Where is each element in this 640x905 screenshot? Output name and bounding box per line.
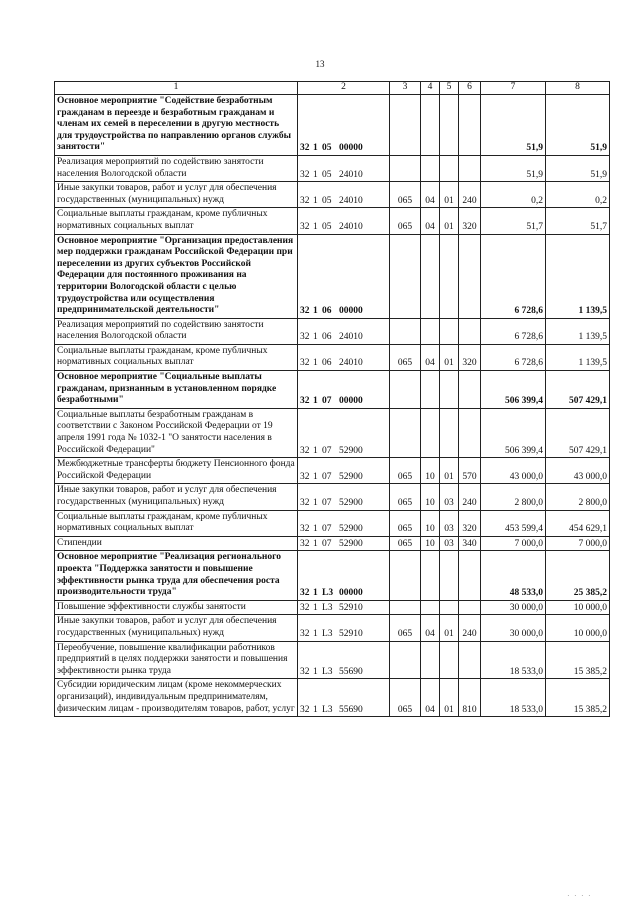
header-cell: 8 xyxy=(546,82,610,95)
pr-cell xyxy=(440,95,459,156)
amount-col8-cell: 15 385,2 xyxy=(546,679,610,717)
pr-cell: 01 xyxy=(440,182,459,208)
item-name-cell: Реализация мероприятий по содействию занятости населения Вологодской области xyxy=(55,155,298,181)
amount-col7-cell: 30 000,0 xyxy=(481,600,546,615)
kvr-cell: 065 xyxy=(390,458,421,484)
rz-cell: 10 xyxy=(421,510,440,536)
budget-code-cell xyxy=(298,95,390,156)
kvr-cell xyxy=(390,234,421,318)
code-part: 24010 xyxy=(339,195,363,206)
amount-col7-cell: 6 728,6 xyxy=(481,318,546,344)
item-name-cell: Повышение эффективности службы занятости xyxy=(55,600,298,615)
code-part: 55690 xyxy=(339,704,363,715)
pr-cell xyxy=(440,234,459,318)
item-name-cell: Основное мероприятие "Организация предоставления мер поддержки гражданам Российской Федерации при переселении из других субъектов Российской Федерации для постоянного проживания на территории Вологодской области с целью трудоустройства или осуществления предпринимательской деятельности" xyxy=(55,234,298,318)
kvr-cell: 065 xyxy=(390,510,421,536)
rz-cell xyxy=(421,155,440,181)
code-part: 1 xyxy=(313,143,318,154)
table-row xyxy=(55,318,610,344)
amount-col8-cell: 43 000,0 xyxy=(546,458,610,484)
rz-cell xyxy=(421,95,440,156)
code-part: 32 xyxy=(300,471,310,482)
code-part: 1 xyxy=(313,602,318,613)
code-part: 55690 xyxy=(339,666,363,677)
code-part: 1 xyxy=(313,332,318,343)
budget-code-cell xyxy=(298,234,390,318)
rz-cell: 04 xyxy=(421,344,440,370)
code-part: 06 xyxy=(322,332,332,343)
code-part: 05 xyxy=(322,169,332,180)
code-part: L3 xyxy=(322,666,333,677)
table-row xyxy=(55,458,610,484)
code-part: 32 xyxy=(300,538,310,549)
amount-col7-cell: 0,2 xyxy=(481,182,546,208)
amount-col8-cell: 1 139,5 xyxy=(546,344,610,370)
budget-code-cell xyxy=(298,344,390,370)
pr-cell xyxy=(440,155,459,181)
table-row xyxy=(55,510,610,536)
pr-cell: 01 xyxy=(440,458,459,484)
amount-col7-cell: 506 399,4 xyxy=(481,408,546,457)
amount-col8-cell: 51,9 xyxy=(546,155,610,181)
table-row-main-event xyxy=(55,95,610,156)
item-name-cell: Реализация мероприятий по содействию занятости населения Вологодской области xyxy=(55,318,298,344)
amount-col8-cell: 0,2 xyxy=(546,182,610,208)
table-row xyxy=(55,536,610,551)
code-part: 1 xyxy=(313,195,318,206)
table-row xyxy=(55,615,610,641)
amount-col7-cell: 51,9 xyxy=(481,155,546,181)
amount-col7-cell: 51,7 xyxy=(481,208,546,234)
code-part: L3 xyxy=(322,602,333,613)
budget-code-cell xyxy=(298,536,390,551)
table-row xyxy=(55,155,610,181)
item-name-cell: Стипендии xyxy=(55,536,298,551)
code-part: 32 xyxy=(300,524,310,535)
code-part: 32 xyxy=(300,588,310,599)
rz-cell: 04 xyxy=(421,208,440,234)
code-part: L3 xyxy=(322,704,333,715)
code-part: 00000 xyxy=(339,143,363,154)
amount-col7-cell: 453 599,4 xyxy=(481,510,546,536)
amount-col7-cell: 48 533,0 xyxy=(481,551,546,600)
budget-code-cell xyxy=(298,484,390,510)
amount-col8-cell: 15 385,2 xyxy=(546,641,610,679)
code-part: 07 xyxy=(322,445,332,456)
kosgu-cell xyxy=(459,641,481,679)
code-part: 32 xyxy=(300,704,310,715)
table-row-main-event xyxy=(55,371,610,409)
code-part: 07 xyxy=(322,538,332,549)
kosgu-cell xyxy=(459,95,481,156)
budget-code-cell xyxy=(298,510,390,536)
amount-col8-cell: 507 429,1 xyxy=(546,371,610,409)
table-row xyxy=(55,408,610,457)
table-row xyxy=(55,484,610,510)
amount-col8-cell: 507 429,1 xyxy=(546,408,610,457)
code-part: 32 xyxy=(300,332,310,343)
rz-cell: 04 xyxy=(421,679,440,717)
kvr-cell xyxy=(390,551,421,600)
code-part: L3 xyxy=(322,628,333,639)
code-part: 32 xyxy=(300,306,310,317)
code-part: 06 xyxy=(322,306,332,317)
rz-cell: 10 xyxy=(421,536,440,551)
amount-col8-cell: 1 139,5 xyxy=(546,234,610,318)
amount-col7-cell: 51,9 xyxy=(481,95,546,156)
item-name-cell: Основное мероприятие "Реализация регионального проекта "Поддержка занятости и повышение эффективности рынка труда для обеспечения роста производительности труда" xyxy=(55,551,298,600)
code-part: 07 xyxy=(322,498,332,508)
pr-cell: 01 xyxy=(440,208,459,234)
code-part: 52900 xyxy=(339,445,363,456)
item-name-cell: Основное мероприятие "Содействие безработным гражданам в переезде и безработным гражданам и членам их семей в переселении в другую местность для трудоустройства по направлению органов службы занятости" xyxy=(55,95,298,156)
code-part: 05 xyxy=(322,221,332,232)
kosgu-cell xyxy=(459,318,481,344)
rz-cell: 04 xyxy=(421,615,440,641)
amount-col8-cell: 51,7 xyxy=(546,208,610,234)
code-part: L3 xyxy=(322,588,334,599)
amount-col7-cell: 6 728,6 xyxy=(481,344,546,370)
item-name-cell: Социальные выплаты гражданам, кроме публичных нормативных социальных выплат xyxy=(55,208,298,234)
rz-cell xyxy=(421,371,440,409)
code-part: 24010 xyxy=(339,169,363,180)
table-row xyxy=(55,344,610,370)
code-part: 06 xyxy=(322,358,332,369)
kosgu-cell: 320 xyxy=(459,344,481,370)
budget-code-cell xyxy=(298,408,390,457)
table-row xyxy=(55,182,610,208)
item-name-cell: Иные закупки товаров, работ и услуг для обеспечения государственных (муниципальных) нужд xyxy=(55,182,298,208)
kosgu-cell xyxy=(459,155,481,181)
code-part: 1 xyxy=(313,524,318,535)
budget-table xyxy=(54,81,610,717)
code-part: 1 xyxy=(313,169,318,180)
code-part: 52910 xyxy=(339,628,363,639)
budget-code-cell xyxy=(298,208,390,234)
rz-cell xyxy=(421,641,440,679)
kvr-cell: 065 xyxy=(390,208,421,234)
code-part: 52900 xyxy=(339,498,363,508)
code-part: 1 xyxy=(313,588,318,599)
item-name-cell: Переобучение, повышение квалификации работников предприятий в целях поддержки занятости и повышения эффективности рынка труда xyxy=(55,641,298,679)
kosgu-cell: 240 xyxy=(459,484,481,510)
code-part: 1 xyxy=(313,358,318,369)
budget-code-cell xyxy=(298,155,390,181)
code-part: 32 xyxy=(300,195,310,206)
pr-cell: 03 xyxy=(440,510,459,536)
code-part: 00000 xyxy=(339,588,363,599)
code-part: 24010 xyxy=(339,358,363,369)
scan-mark: . . . . xyxy=(567,892,592,898)
header-cell: 5 xyxy=(440,82,459,95)
amount-col7-cell: 506 399,4 xyxy=(481,371,546,409)
page-number: 13 xyxy=(315,59,325,69)
rz-cell xyxy=(421,318,440,344)
code-part: 32 xyxy=(300,628,310,639)
kvr-cell: 065 xyxy=(390,615,421,641)
code-part: 24010 xyxy=(339,221,363,232)
header-row xyxy=(55,82,610,95)
kvr-cell xyxy=(390,371,421,409)
budget-code-cell xyxy=(298,182,390,208)
item-name-cell: Субсидии юридическим лицам (кроме некоммерческих организаций), индивидуальным предпринимателям, физическим лицам - производителям товаров, работ, услуг xyxy=(55,679,298,717)
code-part: 52900 xyxy=(339,471,363,482)
pr-cell xyxy=(440,408,459,457)
code-part: 1 xyxy=(313,704,318,715)
code-part: 32 xyxy=(300,169,310,180)
table-row xyxy=(55,208,610,234)
budget-code-cell xyxy=(298,600,390,615)
rz-cell xyxy=(421,234,440,318)
kvr-cell: 065 xyxy=(390,679,421,717)
pr-cell: 03 xyxy=(440,484,459,510)
code-part: 1 xyxy=(313,445,318,456)
pr-cell: 01 xyxy=(440,615,459,641)
pr-cell: 03 xyxy=(440,536,459,551)
budget-code-cell xyxy=(298,318,390,344)
kosgu-cell xyxy=(459,408,481,457)
code-part: 32 xyxy=(300,221,310,232)
amount-col7-cell: 30 000,0 xyxy=(481,615,546,641)
amount-col7-cell: 6 728,6 xyxy=(481,234,546,318)
pr-cell xyxy=(440,318,459,344)
code-part: 24010 xyxy=(339,332,363,343)
kosgu-cell: 240 xyxy=(459,615,481,641)
code-part: 32 xyxy=(300,358,310,369)
code-part: 32 xyxy=(300,445,310,456)
kosgu-cell: 340 xyxy=(459,536,481,551)
amount-col8-cell: 10 000,0 xyxy=(546,615,610,641)
code-part: 32 xyxy=(300,396,310,407)
item-name-cell: Иные закупки товаров, работ и услуг для обеспечения государственных (муниципальных) нужд xyxy=(55,484,298,510)
code-part: 1 xyxy=(313,538,318,549)
kosgu-cell: 570 xyxy=(459,458,481,484)
amount-col8-cell: 10 000,0 xyxy=(546,600,610,615)
header-cell: 2 xyxy=(298,82,390,95)
item-name-cell: Социальные выплаты гражданам, кроме публичных нормативных социальных выплат xyxy=(55,510,298,536)
amount-col8-cell: 7 000,0 xyxy=(546,536,610,551)
code-part: 1 xyxy=(313,498,318,508)
kvr-cell xyxy=(390,641,421,679)
header-cell: 3 xyxy=(390,82,421,95)
kvr-cell: 065 xyxy=(390,344,421,370)
header-cell: 4 xyxy=(421,82,440,95)
budget-code-cell xyxy=(298,679,390,717)
header-cell: 7 xyxy=(481,82,546,95)
budget-code-cell xyxy=(298,615,390,641)
kvr-cell: 065 xyxy=(390,484,421,510)
amount-col7-cell: 18 533,0 xyxy=(481,641,546,679)
kosgu-cell: 810 xyxy=(459,679,481,717)
kosgu-cell xyxy=(459,234,481,318)
table-row xyxy=(55,641,610,679)
rz-cell: 10 xyxy=(421,484,440,510)
amount-col8-cell: 25 385,2 xyxy=(546,551,610,600)
code-part: 1 xyxy=(313,666,318,677)
code-part: 1 xyxy=(313,628,318,639)
code-part: 1 xyxy=(313,396,318,407)
code-part: 32 xyxy=(300,498,310,508)
code-part: 05 xyxy=(322,143,332,154)
pr-cell xyxy=(440,371,459,409)
item-name-cell: Основное мероприятие "Социальные выплаты гражданам, признанным в установленном порядке безработными" xyxy=(55,371,298,409)
code-part: 52900 xyxy=(339,524,363,535)
kvr-cell xyxy=(390,318,421,344)
pr-cell: 01 xyxy=(440,679,459,717)
kvr-cell xyxy=(390,155,421,181)
code-part: 07 xyxy=(322,396,332,407)
header-cell: 6 xyxy=(459,82,481,95)
amount-col8-cell: 2 800,0 xyxy=(546,484,610,510)
item-name-cell: Межбюджетные трансферты бюджету Пенсионного фонда Российской Федерации xyxy=(55,458,298,484)
kosgu-cell xyxy=(459,371,481,409)
kvr-cell: 065 xyxy=(390,536,421,551)
code-part: 32 xyxy=(300,602,310,613)
kvr-cell: 065 xyxy=(390,182,421,208)
code-part: 00000 xyxy=(339,396,363,407)
pr-cell: 01 xyxy=(440,344,459,370)
rz-cell xyxy=(421,408,440,457)
code-part: 07 xyxy=(322,471,332,482)
item-name-cell: Социальные выплаты гражданам, кроме публичных нормативных социальных выплат xyxy=(55,344,298,370)
code-part: 52900 xyxy=(339,538,363,549)
code-part: 52910 xyxy=(339,602,363,613)
amount-col8-cell: 1 139,5 xyxy=(546,318,610,344)
budget-code-cell xyxy=(298,458,390,484)
amount-col8-cell: 454 629,1 xyxy=(546,510,610,536)
code-part: 1 xyxy=(313,471,318,482)
kvr-cell xyxy=(390,600,421,615)
amount-col7-cell: 18 533,0 xyxy=(481,679,546,717)
amount-col8-cell: 51,9 xyxy=(546,95,610,156)
table-row xyxy=(55,600,610,615)
rz-cell xyxy=(421,600,440,615)
pr-cell xyxy=(440,641,459,679)
kvr-cell xyxy=(390,95,421,156)
kosgu-cell xyxy=(459,600,481,615)
kosgu-cell: 240 xyxy=(459,182,481,208)
amount-col7-cell: 43 000,0 xyxy=(481,458,546,484)
rz-cell: 10 xyxy=(421,458,440,484)
kvr-cell xyxy=(390,408,421,457)
code-part: 00000 xyxy=(339,306,363,317)
code-part: 32 xyxy=(300,666,310,677)
table-row-main-event xyxy=(55,551,610,600)
kosgu-cell: 320 xyxy=(459,208,481,234)
table-body xyxy=(55,82,610,717)
budget-code-cell xyxy=(298,641,390,679)
table-row xyxy=(55,679,610,717)
item-name-cell: Иные закупки товаров, работ и услуг для обеспечения государственных (муниципальных) нужд xyxy=(55,615,298,641)
amount-col7-cell: 2 800,0 xyxy=(481,484,546,510)
pr-cell xyxy=(440,551,459,600)
code-part: 1 xyxy=(313,306,318,317)
kosgu-cell: 320 xyxy=(459,510,481,536)
rz-cell: 04 xyxy=(421,182,440,208)
budget-code-cell xyxy=(298,551,390,600)
code-part: 07 xyxy=(322,524,332,535)
header-cell: 1 xyxy=(55,82,298,95)
code-part: 05 xyxy=(322,195,332,206)
kosgu-cell xyxy=(459,551,481,600)
code-part: 32 xyxy=(300,143,310,154)
rz-cell xyxy=(421,551,440,600)
table-row-main-event xyxy=(55,234,610,318)
code-part: 1 xyxy=(313,221,318,232)
item-name-cell: Социальные выплаты безработным гражданам в соответствии с Законом Российской Федерации от 19 апреля 1991 года № 1032-1 "О занятости населения в Российской Федерации" xyxy=(55,408,298,457)
pr-cell xyxy=(440,600,459,615)
budget-code-cell xyxy=(298,371,390,409)
amount-col7-cell: 7 000,0 xyxy=(481,536,546,551)
